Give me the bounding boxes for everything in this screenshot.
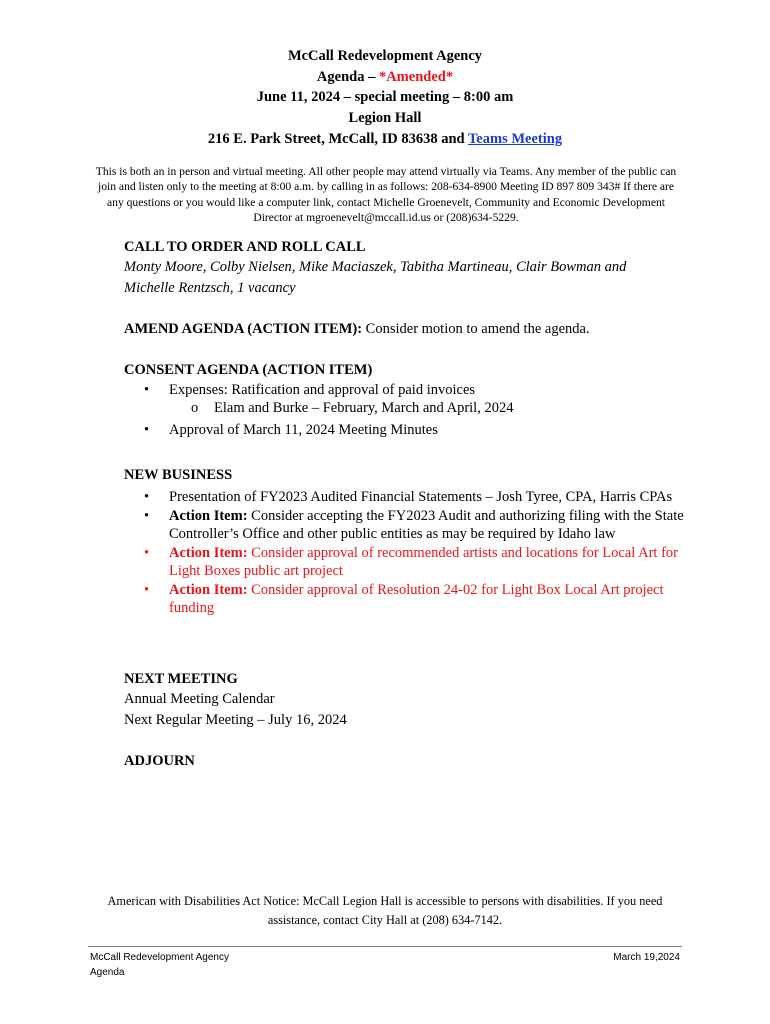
annual-calendar-line: Annual Meeting Calendar	[124, 691, 275, 707]
expenses-subitem: Elam and Burke – February, March and April, 2024	[214, 400, 514, 416]
bullet-icon: •	[144, 382, 150, 398]
bullet-icon: •	[144, 489, 150, 505]
adjourn-section	[124, 752, 684, 771]
next-regular-meeting-line: Next Regular Meeting – July 16, 2024	[124, 712, 347, 728]
minutes-item: Approval of March 11, 2024 Meeting Minutes	[169, 422, 438, 438]
amend-agenda-title: AMEND AGENDA (ACTION ITEM):	[124, 321, 363, 337]
action-item-label: Action Item:	[169, 508, 248, 524]
action-item-label: Action Item:	[169, 582, 248, 598]
amend-agenda-text: Consider motion to amend the agenda.	[362, 321, 590, 337]
call-to-order-title: CALL TO ORDER AND ROLL CALL	[124, 239, 366, 255]
list-item	[124, 421, 684, 439]
consent-agenda-section	[124, 361, 684, 439]
bullet-icon: •	[144, 545, 150, 561]
list-item	[124, 581, 684, 617]
bullet-icon: •	[144, 508, 150, 524]
bullet-icon: •	[144, 582, 150, 598]
teams-meeting-link[interactable]: Teams Meeting	[467, 130, 563, 147]
expenses-item: Expenses: Ratification and approval of paid invoices	[169, 382, 476, 398]
footer-org: McCall Redevelopment Agency	[90, 952, 229, 963]
audit-presentation-item: Presentation of FY2023 Audited Financial Statements – Josh Tyree, CPA, Harris CPAs	[169, 489, 673, 505]
audit-action-item: Consider accepting the FY2023 Audit and authorizing filing with the State Controller’s Office and other public entities as may be required by Idaho law	[169, 508, 684, 542]
footer-divider	[88, 946, 682, 947]
consent-agenda-title: CONSENT AGENDA (ACTION ITEM)	[124, 362, 373, 378]
meeting-address	[0, 129, 770, 150]
list-item	[124, 544, 684, 580]
meeting-venue: Legion Hall	[348, 110, 422, 127]
new-business-section	[124, 466, 684, 617]
footer-doc-type: Agenda	[90, 967, 125, 978]
list-item	[124, 488, 684, 506]
meeting-date: June 11, 2024 – special meeting – 8:00 am	[256, 89, 514, 106]
list-item	[124, 381, 684, 399]
org-name: McCall Redevelopment Agency	[287, 48, 483, 64]
next-meeting-section	[124, 670, 684, 731]
amend-agenda-section	[124, 320, 684, 339]
action-item-label: Action Item:	[169, 545, 248, 561]
light-box-artists-item: Consider approval of recommended artists and locations for Local Art for Light Boxes public art project	[169, 545, 678, 579]
list-item	[124, 507, 684, 543]
adjourn-title: ADJOURN	[124, 753, 195, 769]
footer-left	[90, 950, 229, 980]
footer-date: March 19,2024	[613, 952, 680, 963]
address-text: 216 E. Park Street, McCall, ID 83638 and	[207, 130, 468, 147]
board-members-line2: Michelle Rentzsch, 1 vacancy	[124, 280, 296, 296]
new-business-title: NEW BUSINESS	[124, 467, 233, 483]
bullet-icon: •	[144, 422, 150, 438]
agenda-prefix: Agenda –	[316, 68, 379, 85]
agenda-header	[0, 46, 770, 150]
board-members-line1: Monty Moore, Colby Nielsen, Mike Maciaszek, Tabitha Martineau, Clair Bowman and	[124, 259, 627, 275]
circle-bullet-icon: o	[191, 400, 199, 416]
call-to-order-section	[124, 238, 684, 299]
list-item	[124, 399, 684, 418]
intro-paragraph: This is both an in person and virtual meeting. All other people may attend virtually via Teams. Any member of the public can join and listen only to the meeting at 8:00 a.m. by calling in as follows: 208-634-8900 Meeting ID 897 809 343# If there are any questions or you would like a computer link, contact Michelle Groenevelt, Community and Economic Development Director at mgroenevelt@mccall.id.us or (208)634-5229.	[95, 165, 677, 224]
ada-notice: American with Disabilities Act Notice: McCall Legion Hall is accessible to persons with disabilities. If you need assistance, contact City Hall at (208) 634-7142.	[107, 894, 663, 927]
amended-label: *Amended*	[378, 68, 454, 85]
resolution-item: Consider approval of Resolution 24-02 for Light Box Local Art project funding	[169, 582, 664, 616]
agenda-title	[0, 67, 770, 88]
next-meeting-title: NEXT MEETING	[124, 671, 238, 687]
